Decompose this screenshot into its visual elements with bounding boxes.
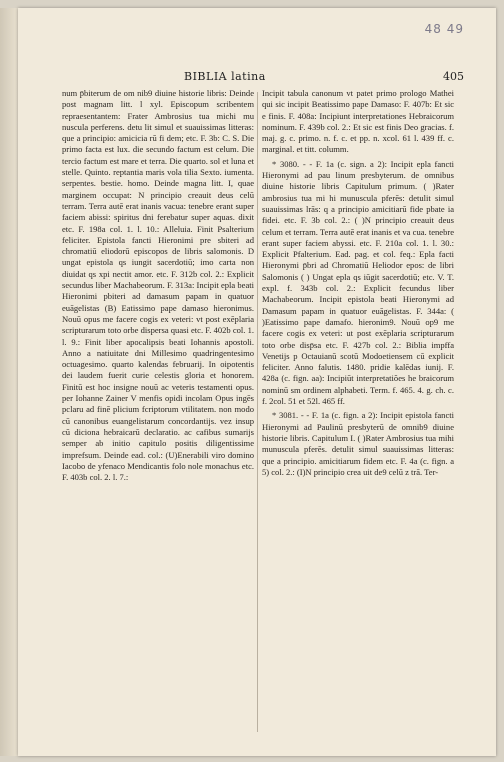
running-title: BIBLIA latina xyxy=(184,70,266,83)
binding-gutter xyxy=(0,8,18,756)
right-column xyxy=(262,88,454,738)
page-number: 405 xyxy=(443,70,464,83)
right-paragraph: * 3081. - - F. 1a (c. fign. a 2): Incipit epistola fancti Hieronymi ad Paulinū presbyterū de omnib9 diuine historie libris. Capitulum I. ( )Rater Ambrosius tua mihi munuscula pferēs. detulit simul suauissimas litteras: que a principio. amicitiarum fidem etc. F. 4a (c. fign. a 5) col. 2.: (I)N principio crea uit de9 celū z trā. Ter- xyxy=(262,410,454,477)
right-paragraph: Incipit tabula canonum vt patet primo prologo Mathei qui sic incipit Beatissimo pape Damaso: F. 407b: Et sic e finis. F. 408a: Incipiunt interpretationes Hebraicorum nominum. F. 439b col. 2.: Et sic est finis Deo gracias. f. maj. g. c. primo. n. f. c. et pp. n. xcol. 61 l. 439 ff. c. marginal. et titt. columm. xyxy=(262,88,454,155)
folio-pencil-note: 48 49 xyxy=(424,22,464,36)
left-paragraph: num p̄biterum de om nib9 diuine historie libris: Deinde post magnam litt. l xyl. Episcopum scribentem repraesentantem: Frater Ambrosius tua michi mu nuscula perferens. detu lit simul et suauissimas litteras: que a principio: amicicia rū fi dem; etc. F. 3b: C. S. Die primo facta est lux. die secundo factum est celum. Die tercio factum est mare et terra. Die quarto. sol et luna et stelle. Quinto. reptantia maris vola tilia Sexto. iumenta. serpentes. bestie. homo. Deinde magna litt. I, quae marginem occupat: N principio creauit deus celū terram. Terra autē erat inanis vacua: tenebre erant super faciem abissi: spiritus dni ferebatur super aquas. dixit etc. F. 198a col. 1. l. 10.: Alleluia. Finit Psalterium feliciter. Epistola fancti Hieronimi pre sbiteri ad chromatiū eliodorū episcopos de libris salomonis. D ungat epistola qs iungit sacerdotiū; imo carta non diuidat qs xpi nectit amor. etc. F. 312b col. 2.: Explicit secundus liber Machabeorum. F. 313a: Incipit epla beati Hieronimi pbiteri ad damasum papam in quatuor euāgelistas (B) Eatissimo pape damaso hieronimus. Nouū opus me facere cogis ex veteri: vt post exēplaria scripturarum toto orbe dispersa quasi etc. F. 402b col. 1. l. 9.: Finit liber apocalipsis beati Iohannis apostoli. Anno a natiuitate dni Millesimo quadringentesimo octuagesimo. quarto kalendas februarij. In oipotentis dei laudem fuerit curie celestis gloria et honorem. Finitū est hoc insigne nouū ac veteris testamenti opus. per Iohanne Zainer V menfis opidi incolam Opus ingēs pclaru ad finē plicium fcriptorum vtilitatem. non modo cū canonibus euangelistarum concordantijs. vez insup cū diciona hebraicarū declaratio. ac cafibus sumarijs semper ab initio capitulo positis diligentissime imprefsum. Deinde ead. col.: (U)Enerabili viro domino Iacobo de yfenaco Mendicantis folo nole monachus etc. F. 403b col. 2. l. 7.: xyxy=(62,88,254,483)
right-paragraph: * 3080. - - F. 1a (c. sign. a 2): Incipit epla fancti Hieronymi ad pau linum presbyterum. de omnibus diuine historie libris Capitulum primum. ( )Rater ambrosius tua mi hi munuscula pferēs: detulit simul suauissimas lrās: q a principio amicitiarū fide pbate ia fidei. etc. F. 3b col. 2.: ( )N principio creauit deus celum et terram. Terra autē erat inanis et va cua. tenebre erant super faciem abyssi. etc. F. 210a col. 1. l. 30.: Explicit Pfalterium. Ead. pag. et col. feq.: Epla facti Hieronymi p̄bri ad Chromatiū Heliodor epos: de libri Salomonis ( ) Ungat epla qs iūgit sacerdotiū; etc. V. T. expl. f. 343b col. 2.: Explicit fecundus liber Machabeorum. Incipit epistola beati Hieronymi ad Damasum papam in quatuor euāgelistas. F. 344a: ( )Eatissimo pape damafo. hieronim9. Nouū op9 me facere cogis ex veteri: ut post exēplaria scripturarum toto orbe disp̄sa etc. F. 427b col. 2.: Biblia impffa Venetijs p Octauianū scotū Modoetiensem cū explicit feliciter. Anno falutis. 1480. pridie kalēdas iunij. F. 428a (c. fign. aa): Incipiūt interpretatiões he braicorum nominū sm ordinem alphabeti. Term. f. 465. 4. g. ch. c. f. 2col. 51 et 52l. 465 ff. xyxy=(262,158,454,407)
column-divider xyxy=(257,92,258,732)
running-head xyxy=(60,70,464,86)
left-column xyxy=(62,88,254,738)
